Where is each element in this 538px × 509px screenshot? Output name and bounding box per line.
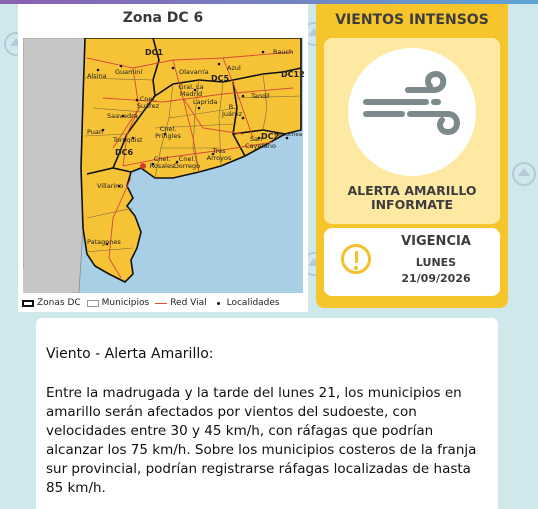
place-label: Rauch bbox=[273, 48, 294, 56]
place-label: Azul bbox=[227, 64, 241, 72]
legend-localidades: Localidades bbox=[213, 298, 280, 308]
alert-level-line2: INFORMATE bbox=[370, 197, 454, 212]
map-labels bbox=[23, 38, 303, 293]
description-body: Entre la madrugada y la tarde del lunes 21, los municipios en amarillo serán afectados por vientos del sudoeste, con velocidades entre 30 y 45 km/h, con ráfagas que podrían alcanzar los 75 km/h. Sobre los municipios costeros de la franja sur provincial, podrían registrarse ráfagas localizadas de hasta 85 km/h. bbox=[46, 385, 477, 496]
vigencia-date: 21/09/2026 bbox=[401, 272, 471, 285]
legend-swatch-red-vial bbox=[155, 303, 167, 304]
place-label: Tornquist bbox=[113, 136, 143, 144]
zone-label: DC12 bbox=[281, 70, 305, 79]
place-label: Saavedra bbox=[107, 112, 138, 120]
watermark-logo-icon bbox=[510, 160, 538, 188]
place-label: San Cayetano bbox=[245, 135, 276, 150]
legend-red-vial: Red Vial bbox=[155, 298, 206, 308]
legend-swatch-localidades bbox=[217, 302, 220, 305]
description-card bbox=[36, 318, 498, 509]
place-label: Alsina bbox=[87, 72, 107, 80]
alert-type: VIENTOS INTENSOS bbox=[335, 12, 489, 28]
zone-label: DC2 bbox=[261, 132, 280, 141]
place-label: Cnel. Dorrego bbox=[173, 155, 201, 170]
place-label: Olavarría bbox=[179, 68, 209, 76]
vigencia-card bbox=[324, 228, 500, 296]
place-label: Tres Arroyos bbox=[206, 147, 232, 162]
description-heading: Viento - Alerta Amarillo: bbox=[46, 346, 214, 362]
place-label: Puan bbox=[87, 128, 104, 136]
place-label: Guaminí bbox=[115, 68, 143, 76]
place-label: Tandil bbox=[251, 92, 270, 100]
place-label: B. Juárez bbox=[222, 103, 242, 118]
warning-icon bbox=[341, 244, 371, 274]
map-card bbox=[18, 4, 308, 312]
place-label: Villarino bbox=[97, 182, 124, 190]
alert-level-line1: ALERTA AMARILLO bbox=[347, 183, 477, 198]
zone-label: DC6 bbox=[115, 148, 134, 157]
vigencia-title: VIGENCIA bbox=[401, 234, 471, 249]
place-label: Gral. La Madrid bbox=[178, 83, 204, 98]
place-label: Cnel. Suárez bbox=[136, 95, 160, 110]
legend-municipios: Municipios bbox=[87, 298, 150, 308]
map-legend bbox=[22, 296, 308, 310]
place-label: Cnel. Pringles bbox=[155, 125, 181, 140]
place-label: Patagones bbox=[87, 238, 121, 246]
vigencia-day: LUNES bbox=[415, 256, 457, 269]
alert-level-text bbox=[324, 184, 500, 212]
alert-level-panel bbox=[324, 38, 500, 224]
place-label: Necochea bbox=[275, 132, 303, 138]
legend-swatch-municipios bbox=[87, 300, 99, 307]
alert-card bbox=[316, 4, 508, 308]
zone-label: DC5 bbox=[211, 74, 230, 83]
legend-zonas: Zonas DC bbox=[22, 298, 81, 308]
place-label: Laprida bbox=[193, 98, 218, 106]
zone-label: DC1 bbox=[145, 48, 164, 57]
place-label: Cnel. Rosales bbox=[149, 155, 175, 170]
map-title: Zona DC 6 bbox=[122, 10, 204, 26]
wind-icon bbox=[348, 48, 476, 176]
legend-swatch-zonas bbox=[22, 300, 34, 307]
wind-icon-badge bbox=[348, 48, 476, 176]
